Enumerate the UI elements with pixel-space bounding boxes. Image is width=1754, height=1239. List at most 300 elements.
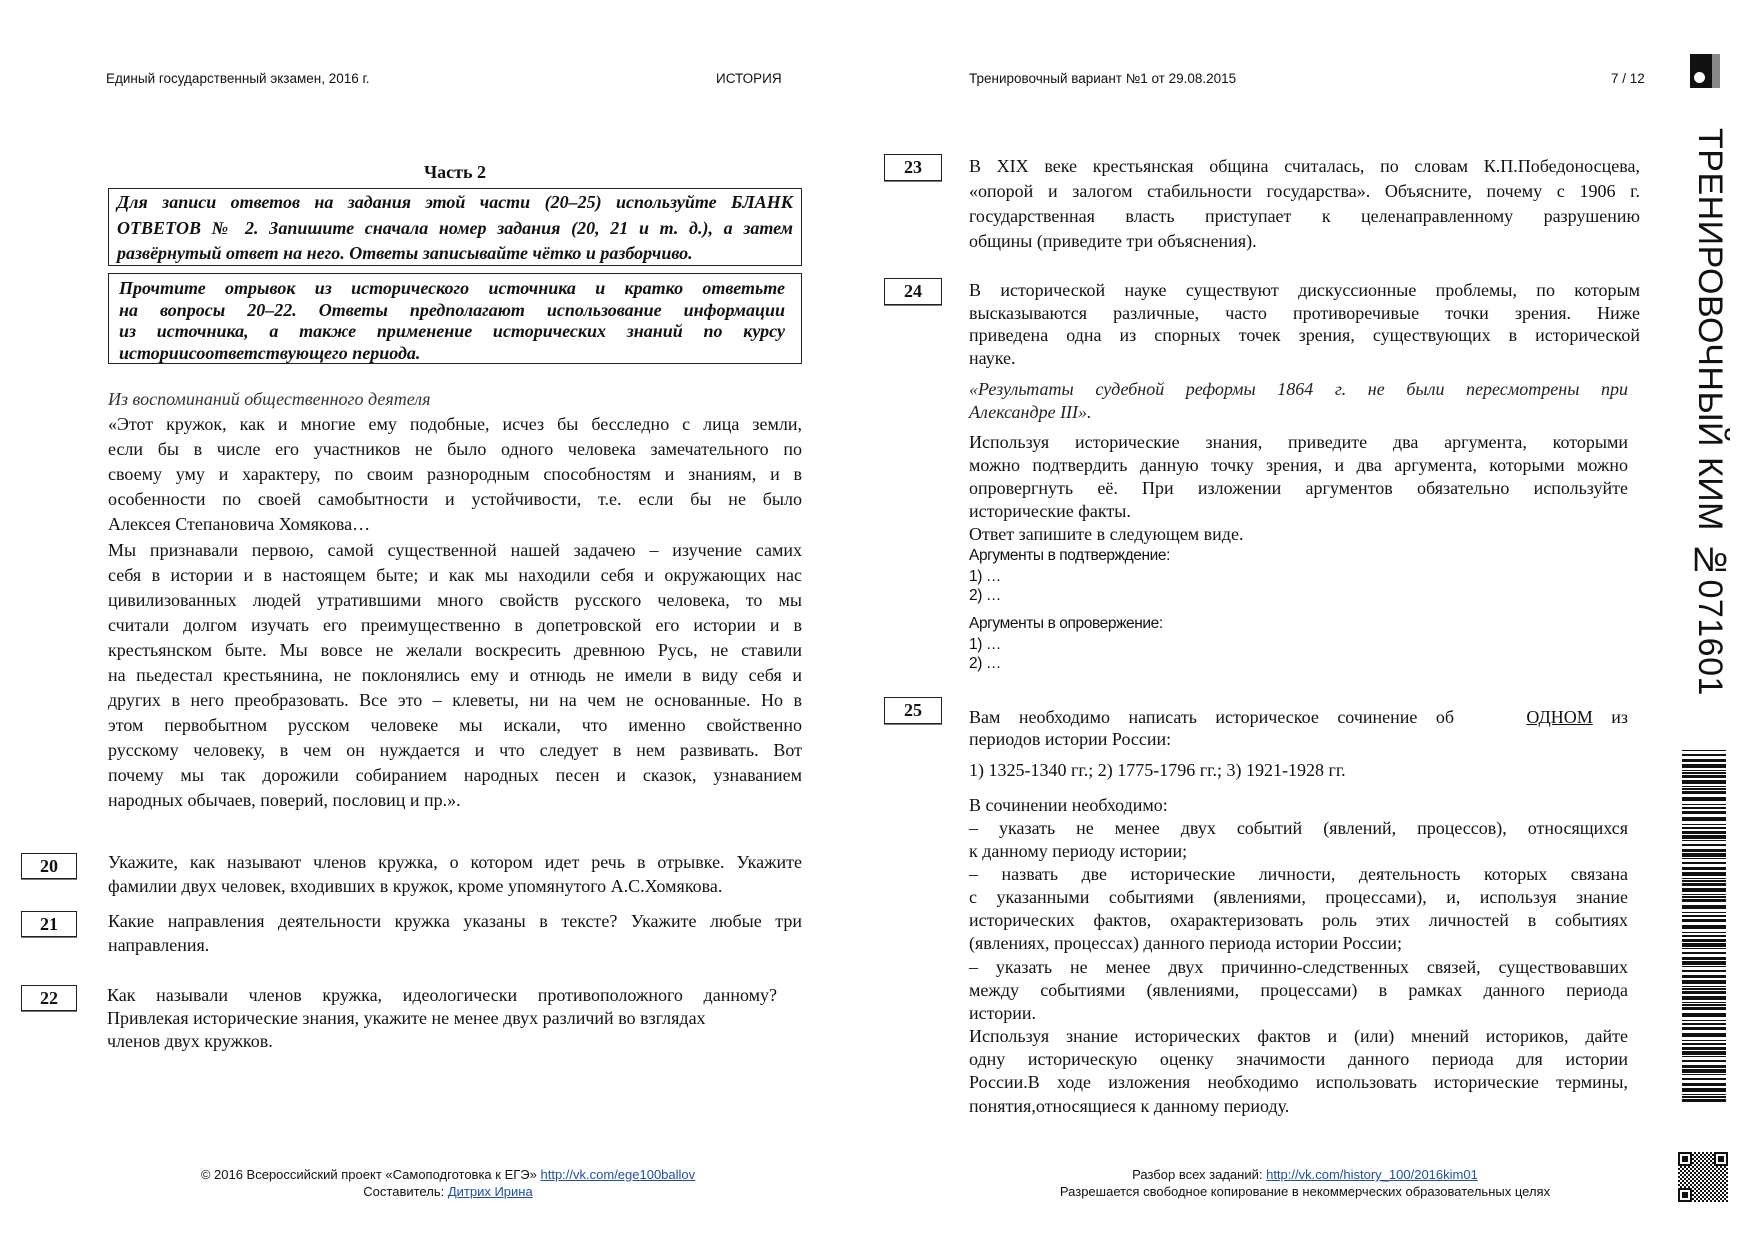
qr-module	[1684, 1196, 1686, 1198]
qr-module	[1692, 1198, 1694, 1200]
qr-module	[1726, 1200, 1728, 1202]
qr-module	[1720, 1160, 1722, 1162]
question-20-text	[108, 851, 802, 898]
qr-module	[1702, 1172, 1704, 1174]
qr-module	[1702, 1180, 1704, 1182]
barcode-bar	[1682, 858, 1726, 859]
footer-author-link[interactable]: Дитрих Ирина	[447, 1184, 533, 1199]
qr-module	[1720, 1174, 1722, 1176]
question-24-task	[969, 431, 1628, 524]
qr-module	[1704, 1154, 1706, 1156]
qr-module	[1688, 1186, 1690, 1188]
text-line: считали долгом изучать его преимущественно в допетровской его истории и в	[108, 614, 802, 635]
text-line: опровергнуть её. При изложении аргументов обязательно используйте	[969, 478, 1628, 499]
barcode-bar	[1682, 980, 1726, 984]
qr-module	[1694, 1160, 1696, 1162]
text-line: почему мы так дорожили собиранием народных песен и сказок, узнаванием	[108, 765, 802, 786]
qr-module	[1682, 1168, 1684, 1170]
barcode-bar	[1682, 883, 1726, 886]
barcode-bar	[1682, 804, 1726, 805]
question-25-intro-text: Вам необходимо написать историческое сочинение об	[969, 707, 1455, 727]
qr-module	[1688, 1188, 1690, 1190]
instruction-box-1	[108, 188, 802, 266]
text-line: науке.	[969, 348, 1016, 369]
barcode-bar	[1682, 905, 1726, 909]
qr-module	[1714, 1172, 1716, 1174]
qr-module	[1688, 1166, 1690, 1168]
qr-module	[1678, 1180, 1680, 1182]
qr-module	[1682, 1184, 1684, 1186]
qr-module	[1726, 1180, 1728, 1182]
quote-paragraph-1	[108, 412, 802, 537]
qr-module	[1722, 1180, 1724, 1182]
qr-module	[1692, 1178, 1694, 1180]
qr-module	[1692, 1194, 1694, 1196]
barcode-bar	[1682, 1069, 1726, 1073]
confirm-item-2: 2) …	[969, 587, 1001, 604]
qr-module	[1690, 1180, 1692, 1182]
part-title: Часть 2	[423, 162, 487, 182]
qr-module	[1692, 1158, 1694, 1160]
qr-module	[1722, 1176, 1724, 1178]
qr-module	[1712, 1182, 1714, 1184]
qr-module	[1694, 1164, 1696, 1166]
barcode-bar	[1682, 1033, 1726, 1037]
qr-module	[1690, 1158, 1692, 1160]
qr-module	[1698, 1200, 1700, 1202]
qr-module	[1714, 1184, 1716, 1186]
qr-module	[1706, 1172, 1708, 1174]
text-line: Используя знание исторических фактов и (или) мнений историков, дайте	[969, 1026, 1628, 1047]
qr-module	[1682, 1152, 1684, 1154]
qr-module	[1704, 1178, 1706, 1180]
barcode-bar	[1682, 786, 1726, 787]
qr-module	[1694, 1156, 1696, 1158]
barcode-bar	[1682, 880, 1726, 882]
qr-module	[1708, 1198, 1710, 1200]
text-line: «опорой и залогом стабильности государства». Объясните, почему с 1906 г.	[969, 181, 1640, 201]
qr-module	[1714, 1156, 1716, 1158]
qr-module	[1698, 1160, 1700, 1162]
qr-module	[1690, 1156, 1692, 1158]
question-number-20: 20	[21, 853, 77, 879]
barcode-bar	[1682, 970, 1726, 972]
qr-module	[1708, 1166, 1710, 1168]
qr-module	[1680, 1188, 1682, 1190]
qr-module	[1710, 1184, 1712, 1186]
text-line: В сочинении необходимо:	[969, 794, 1168, 815]
qr-module	[1710, 1200, 1712, 1202]
question-number-22: 22	[21, 985, 77, 1011]
qr-module	[1696, 1166, 1698, 1168]
qr-module	[1692, 1174, 1694, 1176]
qr-module	[1706, 1176, 1708, 1178]
footer-left-line2	[148, 1184, 748, 1199]
barcode-bar	[1682, 867, 1726, 870]
qr-module	[1682, 1172, 1684, 1174]
qr-module	[1712, 1190, 1714, 1192]
qr-module	[1690, 1190, 1692, 1192]
barcode-bar	[1682, 915, 1726, 917]
qr-module	[1714, 1160, 1716, 1162]
qr-module	[1684, 1156, 1686, 1158]
qr-module	[1692, 1182, 1694, 1184]
qr-module	[1718, 1172, 1720, 1174]
qr-module	[1726, 1184, 1728, 1186]
qr-module	[1690, 1200, 1692, 1202]
qr-module	[1700, 1182, 1702, 1184]
barcode-bar	[1682, 966, 1726, 967]
qr-module	[1686, 1192, 1688, 1194]
qr-module	[1684, 1166, 1686, 1168]
qr-module	[1704, 1170, 1706, 1172]
qr-module	[1696, 1170, 1698, 1172]
qr-module	[1714, 1158, 1716, 1160]
qr-module	[1684, 1152, 1686, 1154]
barcode-bar	[1682, 759, 1726, 762]
qr-module	[1714, 1196, 1716, 1198]
qr-module	[1726, 1192, 1728, 1194]
barcode-bar	[1682, 1056, 1726, 1057]
qr-module	[1678, 1160, 1680, 1162]
question-25-emphasis: ОДНОМ	[1526, 707, 1593, 727]
qr-module	[1720, 1156, 1722, 1158]
qr-module	[1688, 1170, 1690, 1172]
barcode-bar	[1682, 1083, 1726, 1086]
qr-module	[1686, 1180, 1688, 1182]
qr-module	[1720, 1166, 1722, 1168]
qr-module	[1706, 1200, 1708, 1202]
qr-module	[1686, 1184, 1688, 1186]
qr-module	[1696, 1186, 1698, 1188]
text-line: Используя исторические знания, приведите два аргумента, которыми	[969, 431, 1628, 452]
qr-module	[1678, 1156, 1680, 1158]
qr-module	[1718, 1168, 1720, 1170]
qr-module	[1704, 1174, 1706, 1176]
qr-module	[1694, 1152, 1696, 1154]
barcode-bar	[1682, 1002, 1726, 1003]
qr-module	[1696, 1198, 1698, 1200]
question-number-24: 24	[884, 278, 942, 305]
qr-module	[1690, 1194, 1692, 1196]
question-25-intro-line2: периодов истории России:	[969, 729, 1172, 749]
qr-module	[1700, 1198, 1702, 1200]
qr-module	[1678, 1200, 1680, 1202]
qr-module	[1694, 1192, 1696, 1194]
qr-module	[1680, 1152, 1682, 1154]
qr-module	[1686, 1156, 1688, 1158]
qr-module	[1684, 1178, 1686, 1180]
qr-module	[1724, 1190, 1726, 1192]
qr-module	[1716, 1174, 1718, 1176]
qr-module	[1708, 1170, 1710, 1172]
qr-code-icon	[1678, 1152, 1728, 1202]
question-number-23: 23	[884, 154, 942, 181]
qr-module	[1708, 1154, 1710, 1156]
qr-module	[1678, 1164, 1680, 1166]
barcode-bar	[1682, 1078, 1726, 1080]
barcode-bar	[1682, 991, 1726, 994]
qr-module	[1724, 1178, 1726, 1180]
qr-module	[1710, 1156, 1712, 1158]
refute-arguments-label: Аргументы в опровержение:	[969, 615, 1163, 632]
qr-module	[1684, 1164, 1686, 1166]
footer-analysis-link[interactable]: http://vk.com/history_100/2016kim01	[1266, 1167, 1478, 1182]
qr-module	[1698, 1184, 1700, 1186]
qr-module	[1696, 1162, 1698, 1164]
qr-module	[1678, 1190, 1680, 1192]
qr-module	[1678, 1196, 1680, 1198]
qr-module	[1726, 1176, 1728, 1178]
qr-module	[1722, 1184, 1724, 1186]
qr-module	[1706, 1192, 1708, 1194]
barcode-bar	[1682, 948, 1726, 949]
instruction-box-2	[108, 273, 802, 364]
qr-module	[1726, 1162, 1728, 1164]
qr-module	[1686, 1172, 1688, 1174]
qr-module	[1714, 1176, 1716, 1178]
qr-module	[1720, 1158, 1722, 1160]
qr-module	[1698, 1172, 1700, 1174]
text-line: Алексея Степановича Хомякова…	[108, 514, 371, 535]
qr-module	[1724, 1186, 1726, 1188]
vertical-kim-title: ТРЕНИРОВОЧНЫЙ КИМ №071601	[1691, 128, 1729, 696]
text-line: «Результаты судебной реформы 1864 г. не были пересмотрены при	[969, 379, 1628, 399]
qr-module	[1704, 1186, 1706, 1188]
qr-module	[1720, 1190, 1722, 1192]
qr-module	[1700, 1154, 1702, 1156]
barcode-bar	[1682, 872, 1726, 876]
qr-module	[1696, 1158, 1698, 1160]
qr-module	[1688, 1178, 1690, 1180]
footer-left-line1	[148, 1167, 748, 1182]
qr-module	[1690, 1198, 1692, 1200]
barcode-bar	[1682, 961, 1726, 965]
qr-module	[1724, 1164, 1726, 1166]
qr-module	[1710, 1192, 1712, 1194]
qr-module	[1692, 1186, 1694, 1188]
qr-module	[1680, 1164, 1682, 1166]
text-line: Александре III».	[969, 402, 1092, 422]
qr-module	[1724, 1198, 1726, 1200]
qr-module	[1704, 1198, 1706, 1200]
qr-module	[1702, 1188, 1704, 1190]
barcode-bar	[1682, 772, 1726, 774]
text-line: России.В ходе изложения необходимо использовать исторические термины,	[969, 1072, 1628, 1093]
qr-module	[1724, 1194, 1726, 1196]
qr-module	[1702, 1156, 1704, 1158]
qr-module	[1698, 1196, 1700, 1198]
qr-module	[1726, 1188, 1728, 1190]
answer-form-instruction: Ответ запишите в следующем виде.	[969, 524, 1244, 544]
qr-module	[1694, 1200, 1696, 1202]
qr-module	[1678, 1154, 1680, 1156]
qr-module	[1688, 1152, 1690, 1154]
qr-module	[1712, 1166, 1714, 1168]
text-line: понятия,относящиеся к данному периоду.	[969, 1095, 1290, 1116]
qr-module	[1718, 1200, 1720, 1202]
text-line: фамилии двух человек, входивших в кружок, кроме упомянутого А.С.Хомякова.	[108, 875, 723, 896]
qr-module	[1722, 1168, 1724, 1170]
qr-module	[1714, 1152, 1716, 1154]
qr-module	[1698, 1176, 1700, 1178]
barcode-bar	[1682, 975, 1726, 978]
qr-module	[1720, 1194, 1722, 1196]
barcode-bar	[1682, 817, 1726, 821]
header-page-number: 7 / 12	[1611, 71, 1645, 86]
confirm-item-1: 1) …	[969, 568, 1001, 585]
text-line: – указать не менее двух причинно-следственных связей, существовавших	[969, 956, 1628, 977]
qr-module	[1696, 1190, 1698, 1192]
text-line: – назвать две исторические личности, деятельность которых связана	[969, 863, 1628, 884]
qr-module	[1678, 1172, 1680, 1174]
text-line: своему уму и характеру, по своим разнородным способностям и знаниям, и в	[108, 464, 802, 485]
qr-module	[1708, 1194, 1710, 1196]
qr-module	[1684, 1186, 1686, 1188]
qr-module	[1722, 1160, 1724, 1162]
qr-module	[1710, 1160, 1712, 1162]
question-number-25: 25	[884, 697, 942, 724]
qr-module	[1706, 1168, 1708, 1170]
qr-module	[1682, 1158, 1684, 1160]
barcode-bar	[1682, 943, 1726, 947]
qr-module	[1686, 1196, 1688, 1198]
qr-module	[1682, 1194, 1684, 1196]
qr-module	[1694, 1180, 1696, 1182]
qr-module	[1678, 1194, 1680, 1196]
footer-right-line1	[1000, 1167, 1610, 1182]
barcode-bar	[1682, 1043, 1726, 1045]
qr-module	[1678, 1176, 1680, 1178]
qr-module	[1692, 1190, 1694, 1192]
barcode-bar	[1682, 797, 1726, 801]
text-line: развёрнутый ответ на него. Ответы записывайте чётко и разборчиво.	[117, 243, 693, 263]
qr-module	[1690, 1160, 1692, 1162]
text-line: с указанными событиями (явлениями, процессами), и, используя знание	[969, 887, 1628, 908]
qr-module	[1706, 1188, 1708, 1190]
qr-module	[1722, 1200, 1724, 1202]
text-line: к данному периоду истории;	[969, 840, 1188, 861]
qr-module	[1680, 1200, 1682, 1202]
barcode-bar	[1682, 894, 1726, 895]
barcode-bar	[1682, 988, 1726, 990]
text-line: можно подтвердить данную точку зрения, и два аргумента, которыми можно	[969, 454, 1628, 475]
qr-module	[1690, 1154, 1692, 1156]
barcode-bar	[1682, 1051, 1726, 1055]
qr-module	[1694, 1172, 1696, 1174]
barcode-bar	[1682, 835, 1726, 839]
qr-module	[1698, 1156, 1700, 1158]
qr-module	[1704, 1194, 1706, 1196]
barcode-bar	[1682, 791, 1726, 794]
qr-module	[1692, 1154, 1694, 1156]
qr-module	[1718, 1180, 1720, 1182]
qr-module	[1716, 1182, 1718, 1184]
question-25-requirements	[969, 794, 1628, 1118]
qr-module	[1706, 1152, 1708, 1154]
qr-module	[1684, 1160, 1686, 1162]
qr-module	[1690, 1172, 1692, 1174]
text-line: других в него преобразовать. Все это – клеветы, ни на чем не основанные. Но в	[108, 690, 802, 711]
text-line: историисоответствующего периода.	[119, 342, 421, 363]
qr-module	[1694, 1184, 1696, 1186]
qr-module	[1726, 1158, 1728, 1160]
qr-module	[1722, 1152, 1724, 1154]
qr-module	[1718, 1160, 1720, 1162]
qr-module	[1678, 1184, 1680, 1186]
qr-module	[1686, 1152, 1688, 1154]
text-line: этом первобытном русском человеке мы искали, что именно свойственно	[108, 715, 802, 736]
text-line: если бы в числе его участников не было одного человека замечательного по	[108, 439, 802, 460]
instruction-text-1	[117, 190, 793, 267]
barcode-bar	[1682, 754, 1726, 756]
qr-module	[1712, 1178, 1714, 1180]
footer-copyright: © 2016 Всероссийский проект «Самоподготовка к ЕГЭ»	[200, 1167, 537, 1182]
barcode-bar	[1682, 925, 1726, 929]
qr-module	[1696, 1178, 1698, 1180]
question-25-intro-end: из	[1611, 707, 1628, 727]
qr-module	[1698, 1168, 1700, 1170]
question-number-21: 21	[21, 911, 77, 937]
source-title: Из воспоминаний общественного деятеля	[108, 389, 431, 409]
text-line: Укажите, как называют членов кружка, о котором идет речь в отрывке. Укажите	[108, 852, 802, 872]
text-line: приведена одна из спорных точек зрения, существующих в исторической	[969, 325, 1640, 346]
qr-module	[1678, 1168, 1680, 1170]
text-line: русскому человеку, в чем он нуждается и что следует в нем развивать. Вот	[108, 740, 802, 761]
qr-module	[1714, 1162, 1716, 1164]
barcode-bar	[1682, 1020, 1726, 1021]
qr-module	[1680, 1186, 1682, 1188]
qr-module	[1698, 1180, 1700, 1182]
qr-module	[1682, 1164, 1684, 1166]
qr-module	[1720, 1186, 1722, 1188]
qr-module	[1718, 1156, 1720, 1158]
qr-module	[1700, 1186, 1702, 1188]
qr-module	[1716, 1152, 1718, 1154]
qr-module	[1698, 1192, 1700, 1194]
barcode-bar	[1682, 775, 1726, 778]
qr-module	[1702, 1184, 1704, 1186]
barcode-bar	[1682, 932, 1726, 933]
barcode-bar	[1682, 896, 1726, 898]
qr-module	[1682, 1160, 1684, 1162]
qr-module	[1700, 1170, 1702, 1172]
barcode-bar	[1682, 764, 1726, 768]
qr-module	[1702, 1196, 1704, 1198]
barcode-bar	[1682, 919, 1726, 922]
qr-module	[1724, 1166, 1726, 1168]
qr-module	[1726, 1196, 1728, 1198]
qr-module	[1694, 1176, 1696, 1178]
footer-project-link[interactable]: http://vk.com/ege100ballov	[540, 1167, 696, 1182]
qr-module	[1686, 1176, 1688, 1178]
qr-module	[1700, 1174, 1702, 1176]
qr-module	[1726, 1154, 1728, 1156]
text-line: между событиями (явлениями, процессами) в рамках данного периода	[969, 979, 1628, 1000]
question-24-intro	[969, 279, 1640, 370]
confirm-arguments-label: Аргументы в подтверждение:	[969, 547, 1171, 564]
text-line: исторические факты.	[969, 501, 1131, 522]
qr-module	[1722, 1164, 1724, 1166]
barcode-bar	[1682, 996, 1726, 1000]
qr-module	[1684, 1194, 1686, 1196]
qr-module	[1680, 1174, 1682, 1176]
qr-module	[1690, 1196, 1692, 1198]
qr-module	[1726, 1168, 1728, 1170]
qr-module	[1682, 1200, 1684, 1202]
qr-module	[1690, 1176, 1692, 1178]
qr-module	[1714, 1200, 1716, 1202]
